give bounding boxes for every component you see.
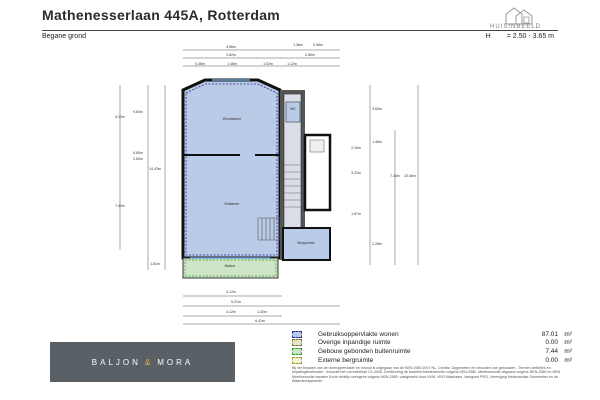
brand-left: BALJON <box>91 357 141 367</box>
legend-unit: m² <box>564 347 572 355</box>
dim-left-6: 1.81m <box>150 262 160 266</box>
legend-swatch <box>292 357 302 364</box>
height-symbol: H <box>485 33 491 40</box>
dim-top-5: 0.36m <box>195 62 205 66</box>
legend-row <box>292 339 572 348</box>
dim-right-4: 7.44m <box>390 174 400 178</box>
dim-bottom-4: 6.41m <box>255 319 265 323</box>
legend-value: 7.44 <box>545 347 558 355</box>
dim-left-2: 6.65m <box>133 151 143 155</box>
legend-value: 0.00 <box>545 339 558 347</box>
balcony-area <box>183 258 278 278</box>
wc-room <box>286 102 300 122</box>
brand-right: MORA <box>157 357 194 367</box>
dim-top-4: 2.56m <box>305 53 315 57</box>
legend-row <box>292 356 572 365</box>
legend-unit: m² <box>564 330 572 338</box>
dim-top-1: 1.36m <box>293 43 303 47</box>
disclaimer-text: Bij het bepalen van de vloeroppervlakte en inhoud is uitgegaan van de NEN 2580:2007 NL. Credits: Opgemeten en inhouden van gebouwen - Termen definities en bepalingsmethoden - inclusief het correctieblad C1:2008. Certificering de kwaliteit Meetinstructie volgens NEN-2580. Meetinstructie uitgaand volgens NEN-2580 en NEN. Meetinstructie bepalen Korte richtlijn overigens volgens NEN-2580, vastgesteld door NVM, VBO Makelaars, Vastgoed PRO, Vereniging Nederlandse Gemeenten en de Waarderingskamer. <box>292 366 562 383</box>
brand-amp: & <box>144 357 154 367</box>
legend-label: Overige inpandige ruimte <box>318 339 391 347</box>
dim-right-0: 3.60m <box>372 107 382 111</box>
legend-label: Gebruiksoppervlakte wonen <box>318 330 399 338</box>
legend-label: Externe bergruimte <box>318 356 374 364</box>
dim-top-6: 1.46m <box>227 62 237 66</box>
dim-right-1: 1.46m <box>372 140 382 144</box>
dim-left-0: 5.10m <box>115 115 125 119</box>
legend-value: 87.01 <box>541 330 558 338</box>
dim-right-3: 3.22m <box>351 171 361 175</box>
dim-top-0: 4.56m <box>226 45 236 49</box>
legend-label: Gebouw gebonden buitenruimte <box>318 347 411 355</box>
dim-top-2: 0.96m <box>313 43 323 47</box>
floor-label: Begane grond <box>42 33 86 40</box>
dim-right-2: 2.16m <box>351 146 361 150</box>
room-label-living: Woonkamer <box>222 117 242 121</box>
dim-left-5: 7.40m <box>115 204 125 208</box>
dim-right-7: 2.28m <box>372 242 382 246</box>
dim-right-6: 1.67m <box>351 212 361 216</box>
room-label-balcony: Balkon <box>224 264 236 268</box>
legend-unit: m² <box>564 356 572 364</box>
height-value: 2.50 - 3.65 m <box>512 33 554 40</box>
logo-text: HUISINBEELD <box>490 24 542 30</box>
legend-swatch <box>292 339 302 346</box>
dim-left-1: 9.60m <box>133 110 143 114</box>
area-legend <box>292 330 572 364</box>
dim-left-3: 0.60m <box>133 157 143 161</box>
dim-bottom-3: 1.32m <box>257 310 267 314</box>
legend-value: 0.00 <box>545 356 558 364</box>
dim-top-3: 2.62m <box>226 53 236 57</box>
legend-swatch <box>292 348 302 355</box>
legend-row <box>292 347 572 356</box>
height-equals: = <box>506 33 511 40</box>
dim-top-8: 1.12m <box>287 62 297 66</box>
legend-row <box>292 330 572 339</box>
legend-unit: m² <box>564 339 572 347</box>
dim-bottom-2: 4.12m <box>226 310 236 314</box>
legend-swatch <box>292 331 302 338</box>
brand-banner <box>50 342 235 382</box>
dim-bottom-1: 5.21m <box>231 300 241 304</box>
room-label-dining: Eetkamer <box>224 202 240 206</box>
room-label-storage: Bergruimte <box>297 241 315 245</box>
dim-right-5: 10.46m <box>404 174 416 178</box>
dim-left-4: 14.43m <box>149 167 161 171</box>
dim-top-7: 1.02m <box>263 62 273 66</box>
dim-bottom-0: 4.12m <box>226 290 236 294</box>
living-room-area <box>183 80 280 258</box>
room-label-wc: WC <box>290 107 296 111</box>
page-title: Mathenesserlaan 445A, Rotterdam <box>42 7 281 23</box>
